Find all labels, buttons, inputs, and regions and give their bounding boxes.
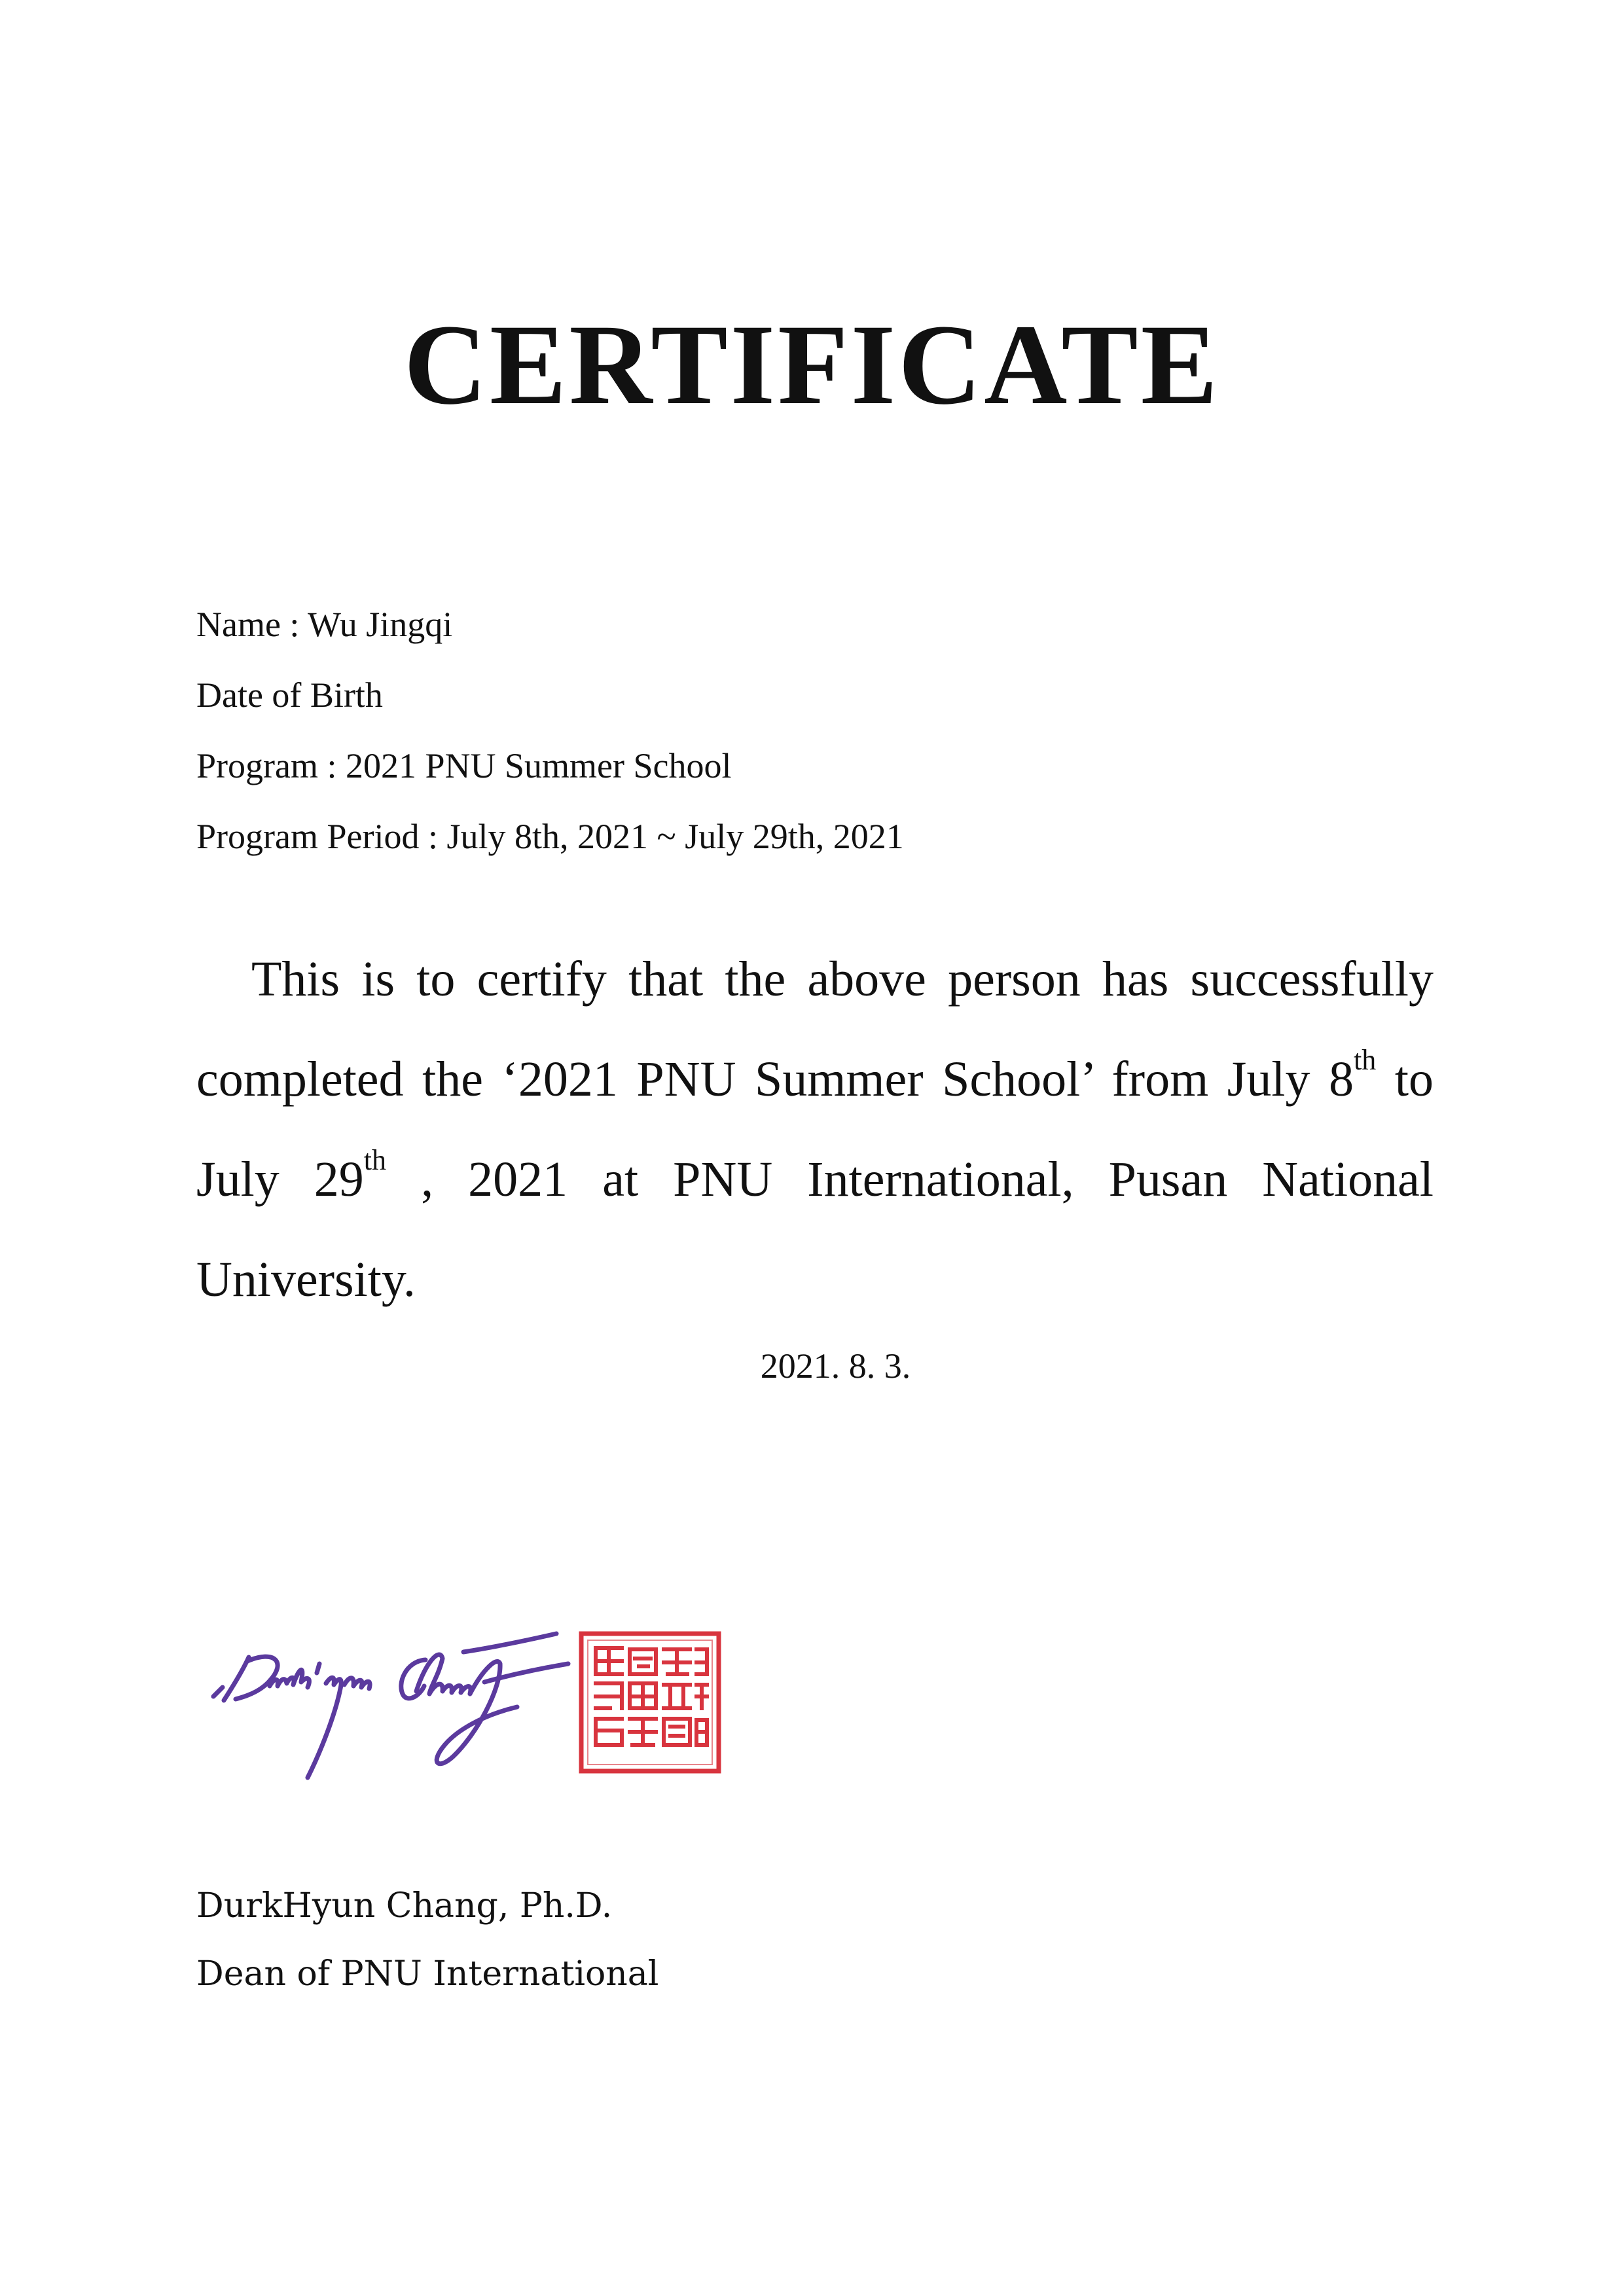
statement-part-2: to July 29 xyxy=(196,1052,1434,1207)
statement-part-3: , 2021 at PNU International, Pusan National University. xyxy=(196,1152,1434,1307)
recipient-details xyxy=(196,589,1440,872)
program-period-field: Program Period : July 8th, 2021 ~ July 29th, 2021 xyxy=(196,817,904,856)
official-seal xyxy=(576,1628,724,1776)
issue-date: 2021. 8. 3. xyxy=(760,1346,911,1386)
name-field: Name : Wu Jingqi xyxy=(196,605,453,644)
certificate-title: CERTIFICATE xyxy=(403,301,1221,429)
statement-part-1: This is to certify that the above person has successfully completed the ‘2021 PNU Summer School’ from July 8 xyxy=(196,952,1434,1107)
certification-statement xyxy=(196,929,1434,1330)
statement-superscript-1: th xyxy=(1354,1044,1377,1076)
signer-position: Dean of PNU International xyxy=(196,1954,659,1994)
date-of-birth-field: Date of Birth xyxy=(196,675,383,715)
dean-signature xyxy=(209,1623,628,1793)
program-field: Program : 2021 PNU Summer School xyxy=(196,746,732,785)
signer-block xyxy=(196,1872,659,2008)
statement-superscript-2: th xyxy=(363,1144,387,1176)
signer-name: DurkHyun Chang, Ph.D. xyxy=(196,1886,613,1926)
